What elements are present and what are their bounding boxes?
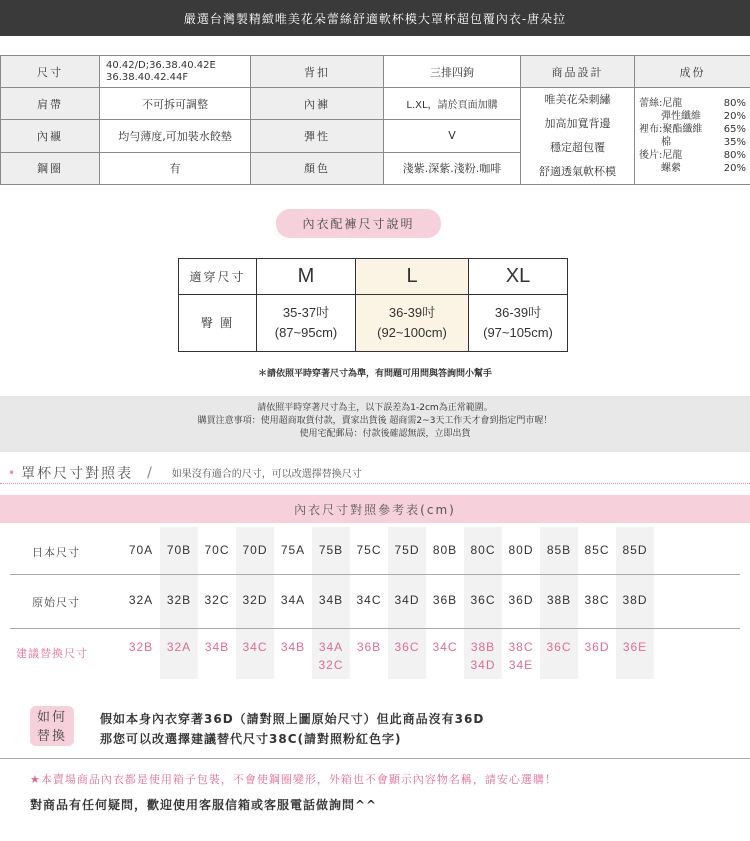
cup-size-cell: 80B: [432, 543, 458, 557]
cup-size-cell: 32A: [128, 593, 154, 607]
strap-label: 肩帶: [1, 88, 100, 120]
color-value: 淺紫.深紫.淺粉.咖啡: [384, 152, 521, 184]
panty-value: L.XL，請於頁面加購: [384, 88, 521, 120]
elastic-value: V: [384, 120, 521, 152]
cup-size-cell: 34C: [356, 593, 382, 607]
panty-label: 內褲: [251, 88, 384, 120]
cup-table-title: 內衣尺寸對照參考表(cm): [0, 495, 750, 523]
strap-value: 不可拆可調整: [100, 88, 251, 120]
composition-list: 蕾絲:尼龍 80% 彈性纖維 20% 裡布:聚酯纖維 65% 棉 35% 後片:尼龍 80% 螺縈 20%: [635, 88, 750, 185]
cup-size-cell: 80C: [470, 543, 496, 557]
cup-size-cell: 75D: [394, 543, 420, 557]
row-divider: [10, 628, 740, 629]
cup-size-cell: 85B: [546, 543, 572, 557]
cup-size-cell: 80D: [508, 543, 534, 557]
purchase-notice: [0, 396, 750, 452]
composition-label: 成份: [635, 56, 750, 88]
cup-size-cell: 34E: [508, 658, 534, 672]
cup-size-cell: 38D: [622, 593, 648, 607]
notice-line-2: 購買注意事項：使用超商取貨付款，賣家出貨後 超商需2~3天工作天才會到指定門市喔！: [197, 416, 553, 426]
footer-divider: [0, 758, 750, 759]
cup-size-cell: 32C: [204, 593, 230, 607]
cup-size-cell: 34A: [318, 640, 344, 654]
cup-size-cell: 32C: [318, 658, 344, 672]
cup-size-cell: 36D: [508, 593, 534, 607]
cup-size-cell: 36B: [432, 593, 458, 607]
cup-size-cell: 36C: [546, 640, 572, 654]
suggest-size-row: [0, 640, 750, 672]
cup-size-cell: 70B: [166, 543, 192, 557]
divider-slash: /: [147, 464, 152, 481]
how-to-replace-badge: 如何 替換: [30, 706, 74, 746]
cup-size-cell: 36C: [470, 593, 496, 607]
cup-size-cell: 32D: [242, 593, 268, 607]
spec-table: [0, 55, 750, 185]
color-label: 顏色: [251, 152, 384, 184]
cup-size-cell: 75A: [280, 543, 306, 557]
size-note: ＊請依照平時穿著尺寸為準，有問題可用問與答詢問小幫手: [257, 369, 492, 379]
design-label: 商品設計: [521, 56, 635, 88]
lining-label: 內襯: [1, 120, 100, 152]
cup-size-cell: 34C: [242, 640, 268, 654]
how-to-replace-text: 假如本身內衣穿著36D（請對照上圖原始尺寸）但此商品沒有36D 那您可以改選擇建議替代尺寸38C(請對照粉紅色字): [100, 712, 485, 746]
cup-size-cell: 32B: [166, 593, 192, 607]
packaging-warning: ★本賣場商品內衣都是使用箱子包裝，不會使鋼圈變形，外箱也不會顯示內容物名稱，請安心選購！: [30, 773, 557, 786]
cup-size-cell: 36D: [584, 640, 610, 654]
panty-size-table: [178, 258, 568, 352]
cup-size-cell: 34D: [394, 593, 420, 607]
cup-size-cell: 32A: [166, 640, 192, 654]
wire-value: 有: [100, 152, 251, 184]
original-size-row: [0, 593, 750, 611]
wire-label: 鋼圈: [1, 152, 100, 184]
clasp-value: 三排四鉤: [384, 56, 521, 88]
cup-size-cell: 38B: [470, 640, 496, 654]
panty-size-title: 內衣配褲尺寸說明: [276, 209, 441, 238]
row-label: 建議替換尺寸: [16, 647, 88, 660]
row-divider: [10, 574, 740, 575]
clasp-label: 背扣: [251, 56, 384, 88]
cup-size-cell: 34B: [204, 640, 230, 654]
size-xl: XL: [469, 259, 568, 295]
size-label: 尺寸: [1, 56, 100, 88]
cup-size-table: [0, 527, 750, 679]
size-l: L: [356, 259, 469, 295]
hip-xl: 36-39吋 (97~105cm): [469, 295, 568, 352]
cup-size-cell: 75B: [318, 543, 344, 557]
cup-size-cell: 38B: [546, 593, 572, 607]
cup-size-cell: 34D: [470, 658, 496, 672]
elastic-label: 彈性: [251, 120, 384, 152]
cup-section-subtitle: 如果沒有適合的尺寸，可以改選擇替換尺寸: [171, 469, 362, 480]
cup-size-cell: 34A: [280, 593, 306, 607]
cup-size-cell: 85D: [622, 543, 648, 557]
cup-section-title: 罩杯尺寸對照表: [21, 465, 134, 482]
cup-size-cell: 34B: [280, 640, 306, 654]
cup-size-cell: 38C: [508, 640, 534, 654]
cup-size-cell: 85C: [584, 543, 610, 557]
notice-line-1: 請依照平時穿著尺寸為主，以下誤差為1-2cm為正常範圍。: [257, 403, 493, 413]
hip-m: 35-37吋 (87~95cm): [257, 295, 356, 352]
cup-size-cell: 36E: [622, 640, 648, 654]
notice-line-3: 使用宅配郵局：付款後確認無誤，立即出貨: [299, 429, 471, 439]
cup-size-cell: 70C: [204, 543, 230, 557]
hip-label: 臀 圍: [179, 295, 257, 352]
cup-size-cell: 36B: [356, 640, 382, 654]
cup-size-cell: 36C: [394, 640, 420, 654]
row-label: 原始尺寸: [32, 596, 80, 609]
size-m: M: [257, 259, 356, 295]
contact-note: 對商品有任何疑問，歡迎使用客服信箱或客服電話做詢問^^: [30, 798, 378, 812]
bullet-icon: •: [8, 465, 16, 480]
page-title: 嚴選台灣製精緻唯美花朵蕾絲舒適軟杯模大罩杯超包覆內衣-唐朵拉: [183, 11, 567, 26]
japan-size-row: [0, 543, 750, 561]
page-title-bar: [0, 0, 750, 36]
fit-size-label: 適穿尺寸: [179, 259, 257, 295]
cup-size-cell: 32B: [128, 640, 154, 654]
row-label: 日本尺寸: [32, 546, 80, 559]
cup-size-cell: 34C: [432, 640, 458, 654]
cup-size-cell: 38C: [584, 593, 610, 607]
design-list: 唯美花朵刺繡 加高加寬背邊 穩定超包覆 舒適透氣軟杯模: [521, 88, 635, 185]
hip-l: 36-39吋 (92~100cm): [356, 295, 469, 352]
cup-size-cell: 70D: [242, 543, 268, 557]
cup-size-cell: 70A: [128, 543, 154, 557]
cup-size-cell: 34B: [318, 593, 344, 607]
cup-size-cell: 75C: [356, 543, 382, 557]
cup-section-header: [0, 462, 750, 484]
lining-value: 均勻薄度,可加裝水餃墊: [100, 120, 251, 152]
size-value: 40.42/D;36.38.40.42E 36.38.40.42.44F: [100, 56, 251, 88]
